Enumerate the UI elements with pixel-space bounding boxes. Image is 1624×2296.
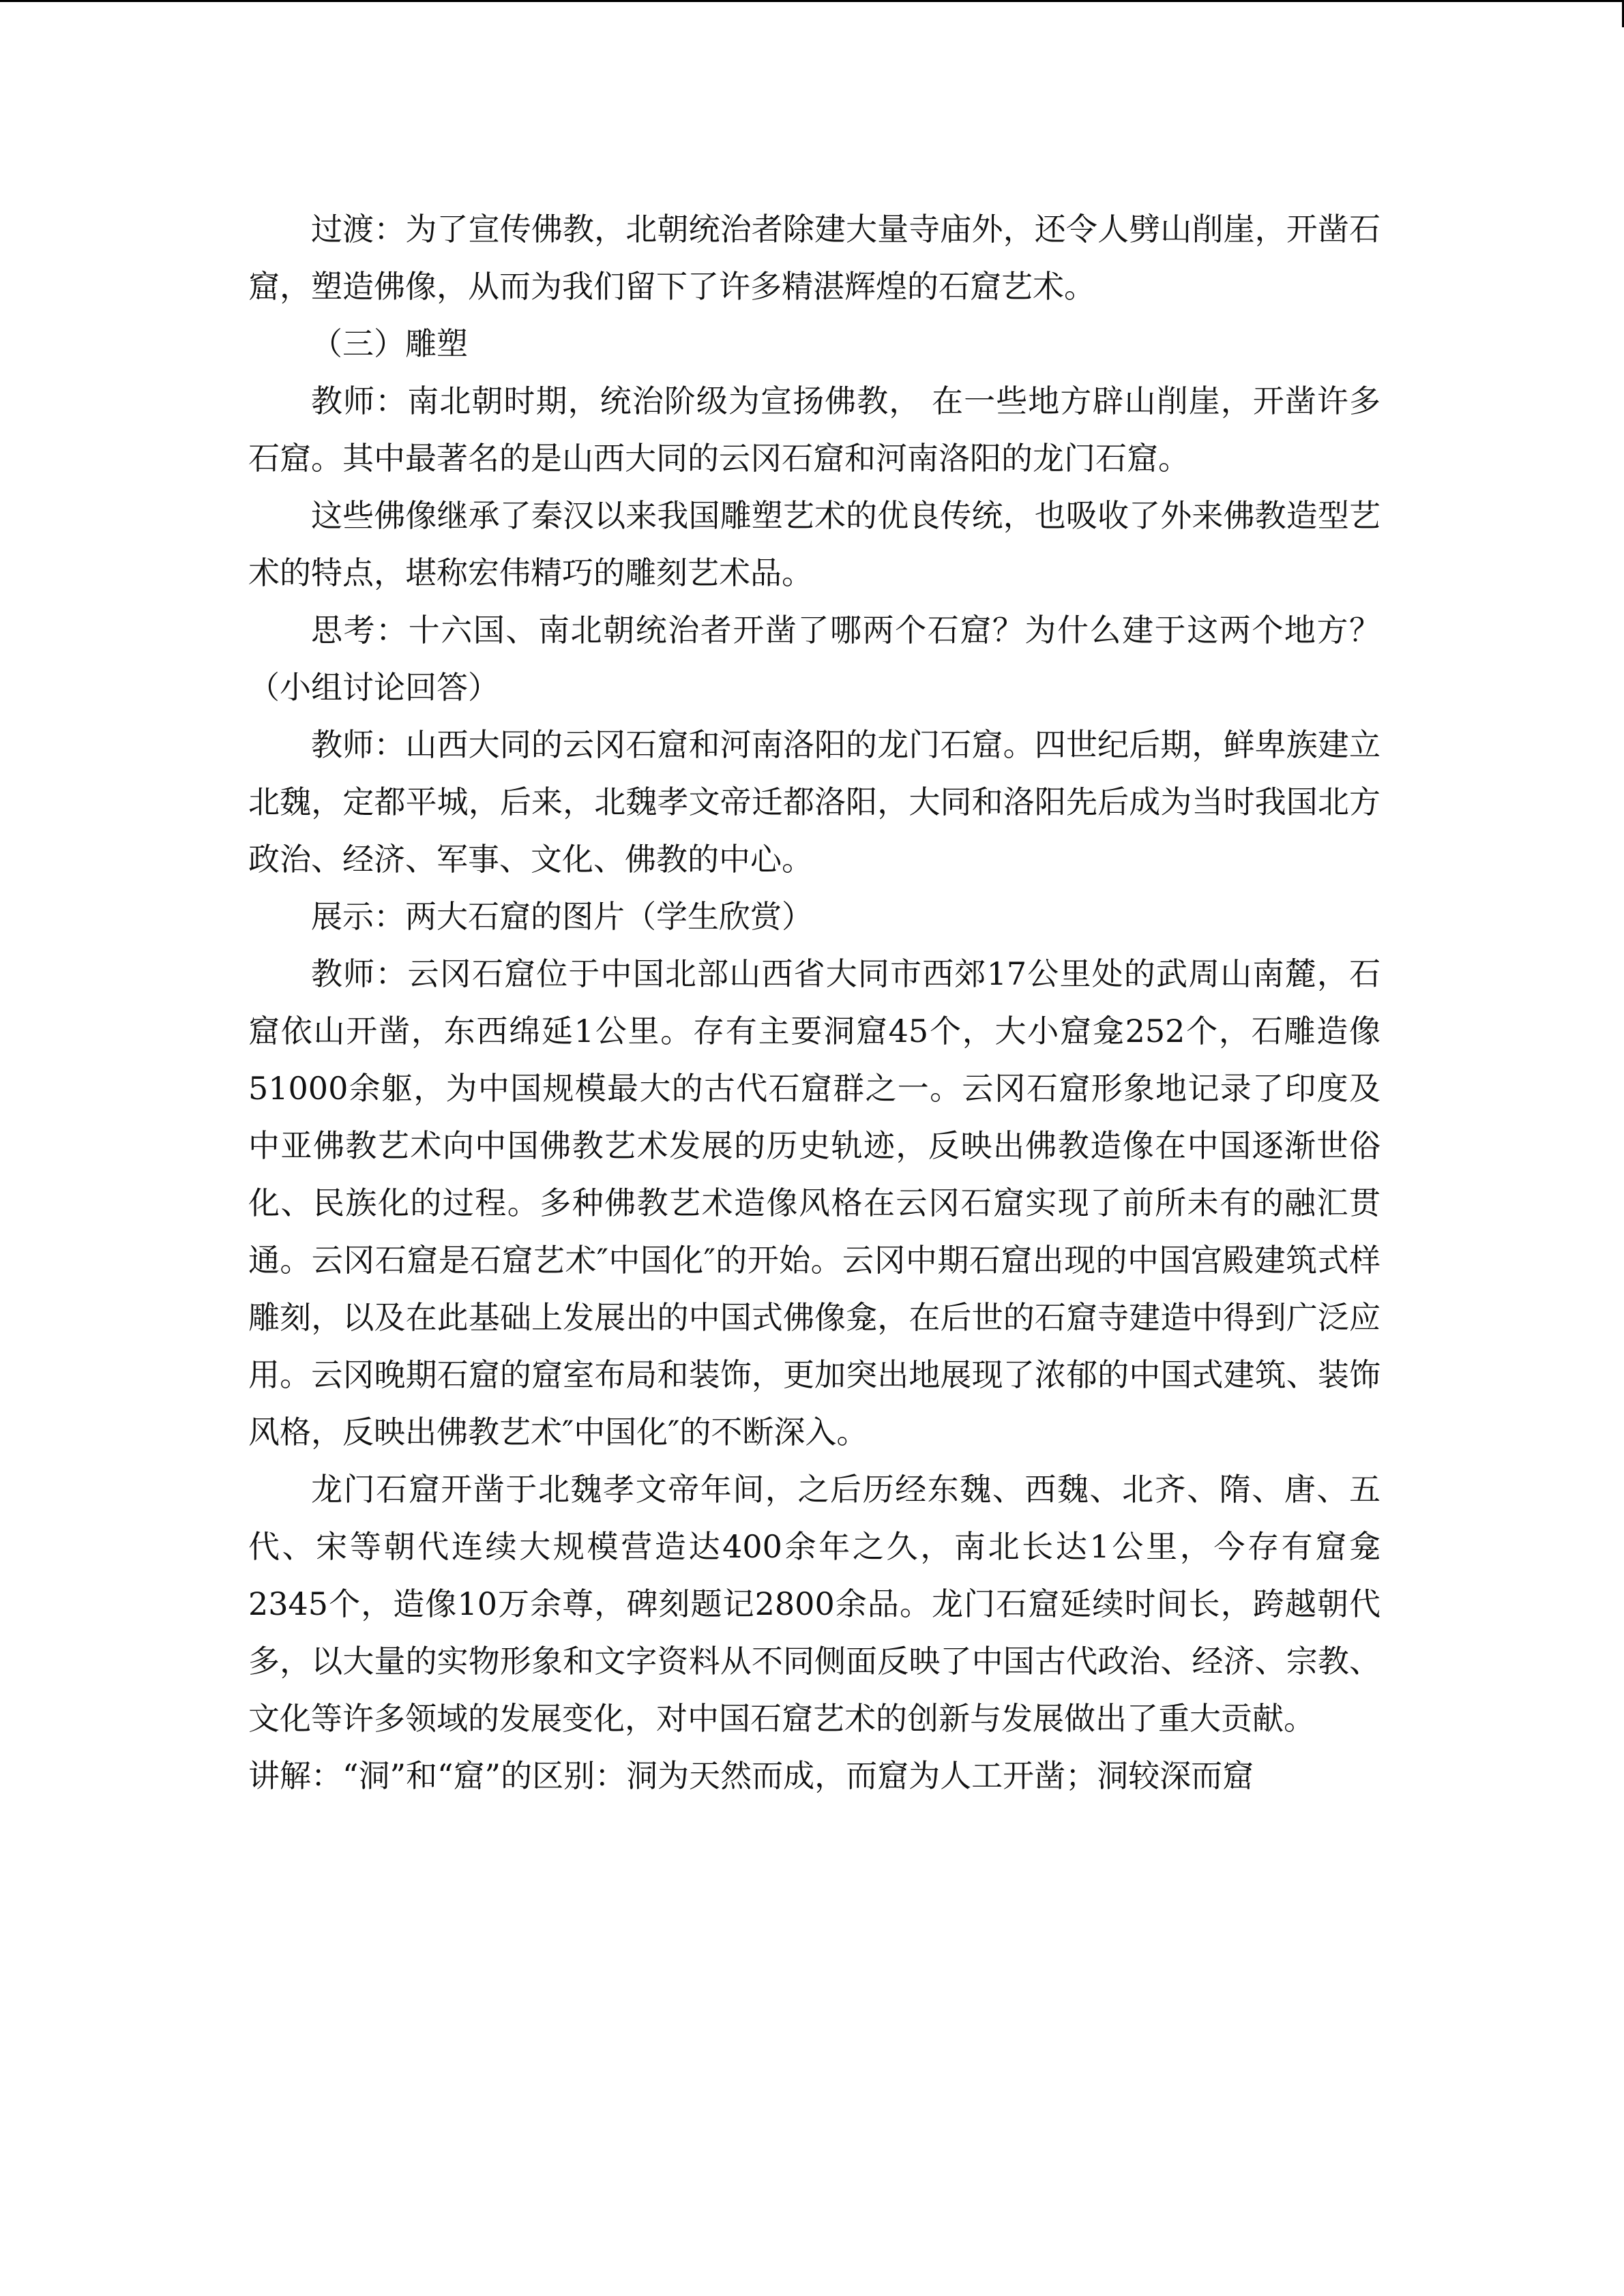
paragraph-buddha-statues: 这些佛像继承了秦汉以来我国雕塑艺术的优良传统，也吸收了外来佛教造型艺术的特点，堪称宏伟精巧的雕刻艺术品。 bbox=[248, 497, 1381, 591]
paragraph-longmen: 龙门石窟开凿于北魏孝文帝年间，之后历经东魏、西魏、北齐、隋、唐、五代、宋等朝代连续大规模营造达400余年之久，南北长达1公里，今存有窟龛2345个，造像10万余尊，碑刻题记2800余品。龙门石窟延续时间长，跨越朝代多，以大量的实物形象和文字资料从不同侧面反映了中国古代政治、经济、宗教、文化等许多领域的发展变化，对中国石窟艺术的创新与发展做出了重大贡献。 bbox=[248, 1471, 1381, 1737]
paragraph-explanation: 讲解：“洞”和“窟”的区别：洞为天然而成，而窟为人工开凿；洞较深而窟 bbox=[248, 1757, 1254, 1794]
section-heading-sculpture: （三）雕塑 bbox=[311, 325, 468, 362]
paragraph-display: 展示：两大石窟的图片（学生欣赏） bbox=[311, 898, 813, 935]
paragraph-teacher-intro: 教师：南北朝时期，统治阶级为宣扬佛教， 在一些地方辟山削崖，开凿许多石窟。其中最著名的是山西大同的云冈石窟和河南洛阳的龙门石窟。 bbox=[248, 383, 1381, 477]
paragraph-think-question: 思考：十六国、南北朝统治者开凿了哪两个石窟？为什么建于这两个地方？（小组讨论回答） bbox=[248, 612, 1381, 706]
page-top-border bbox=[0, 0, 1624, 2]
paragraph-yungang: 教师：云冈石窟位于中国北部山西省大同市西郊17公里处的武周山南麓，石窟依山开凿，东西绵延1公里。存有主要洞窟45个，大小窟龛252个，石雕造像51000余躯，为中国规模最大的古代石窟群之一。云冈石窟形象地记录了印度及中亚佛教艺术向中国佛教艺术发展的历史轨迹，反映出佛教造像在中国逐渐世俗化、民族化的过程。多种佛教艺术造像风格在云冈石窟实现了前所未有的融汇贯通。云冈石窟是石窟艺术″中国化″的开始。云冈中期石窟出现的中国宫殿建筑式样雕刻，以及在此基础上发展出的中国式佛像龛，在后世的石窟寺建造中得到广泛应用。云冈晚期石窟的窟室布局和装饰，更加突出地展现了浓郁的中国式建筑、装饰风格，反映出佛教艺术″中国化″的不断深入。 bbox=[248, 955, 1381, 1450]
paragraph-teacher-answer: 教师：山西大同的云冈石窟和河南洛阳的龙门石窟。四世纪后期，鲜卑族建立北魏，定都平城，后来，北魏孝文帝迁都洛阳，大同和洛阳先后成为当时我国北方政治、经济、军事、文化、佛教的中心。 bbox=[248, 726, 1381, 878]
document-body bbox=[248, 200, 1381, 1804]
paragraph-transition: 过渡：为了宣传佛教，北朝统治者除建大量寺庙外，还令人劈山削崖，开凿石窟，塑造佛像，从而为我们留下了许多精湛辉煌的石窟艺术。 bbox=[248, 211, 1381, 305]
